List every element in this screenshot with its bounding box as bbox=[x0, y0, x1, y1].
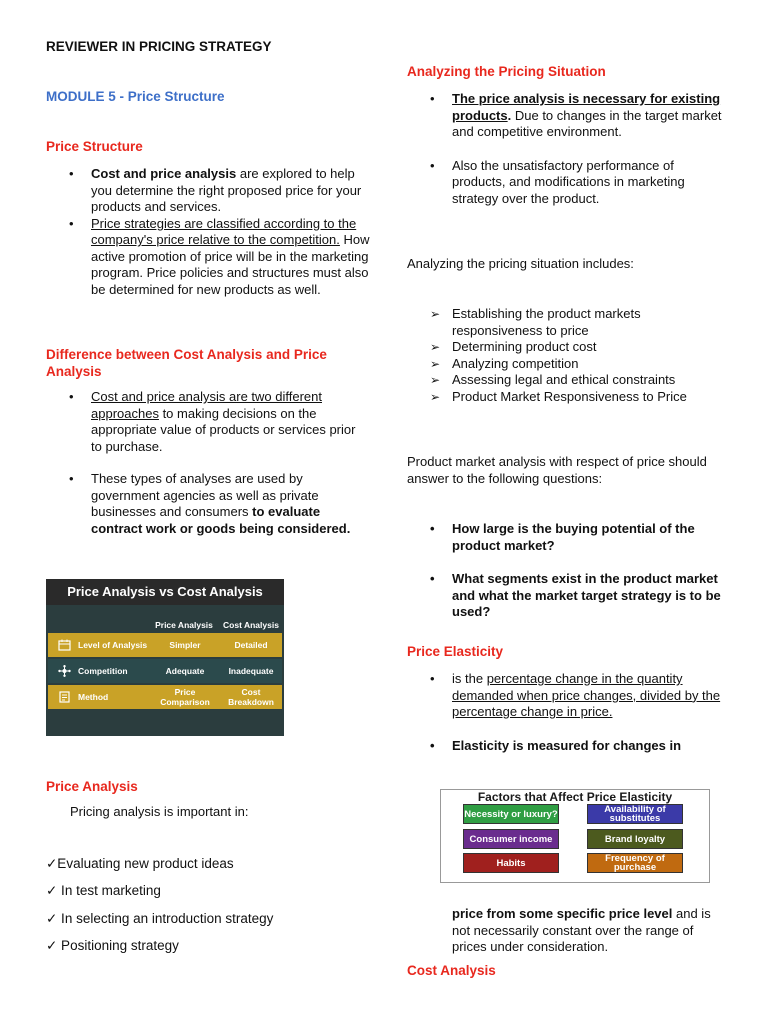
price-analysis-intro: Pricing analysis is important in: bbox=[70, 804, 249, 819]
price-vs-cost-table-image bbox=[46, 579, 284, 736]
price-structure-list bbox=[91, 166, 371, 298]
includes-text: Analyzing the pricing situation includes: bbox=[407, 256, 634, 271]
list-item: ➢ Determining product cost bbox=[452, 339, 707, 356]
elasticity-list bbox=[452, 671, 727, 754]
elasticity-heading: Price Elasticity bbox=[407, 644, 504, 659]
factors-title: Factors that Affect Price Elasticity bbox=[477, 790, 673, 804]
document-icon bbox=[58, 691, 71, 703]
row-label: Competition bbox=[78, 666, 128, 676]
list-item: • Cost and price analysis are two different approaches to making decisions on the appropriate value of products or services prior to purchase. bbox=[91, 389, 366, 455]
list-item: • Cost and price analysis are explored to help you determine the right proposed price for your products and services. bbox=[91, 166, 371, 216]
factor-habits: Habits bbox=[463, 853, 559, 873]
check-item: ✓ In test marketing bbox=[46, 883, 161, 898]
check-item: ✓ Positioning strategy bbox=[46, 938, 179, 953]
list-item: • Also the unsatisfactory performance of products, and modifications in marketing strategy over the product. bbox=[452, 158, 722, 208]
cell-price: Adequate bbox=[165, 666, 205, 676]
table-row bbox=[48, 659, 282, 683]
list-item: • The price analysis is necessary for existing products. Due to changes in the target market and competitive environment. bbox=[452, 91, 722, 141]
cost-analysis-heading: Cost Analysis bbox=[407, 963, 496, 978]
list-item: ➢ Establishing the product markets responsiveness to price bbox=[452, 306, 707, 339]
row-label: Method bbox=[78, 692, 109, 702]
analyzing-list bbox=[452, 91, 722, 207]
cell-cost: Cost Breakdown bbox=[228, 687, 274, 707]
column-header-price: Price Analysis bbox=[155, 620, 213, 630]
document-title: REVIEWER IN PRICING STRATEGY bbox=[46, 39, 272, 54]
list-item: ➢ Product Market Responsiveness to Price bbox=[452, 389, 707, 406]
list-item: • These types of analyses are used by government agencies as well as private businesses and consumers to evaluate contract work or goods being considered. bbox=[91, 471, 366, 537]
difference-heading: Difference between Cost Analysis and Price Analysis bbox=[46, 347, 327, 379]
column-header-cost: Cost Analysis bbox=[223, 620, 279, 630]
questions-intro: Product market analysis with respect of price should answer to the following questions: bbox=[407, 454, 707, 486]
elasticity-continuation: price from some specific price level and is not necessarily constant over the range of prices under consideration. bbox=[452, 906, 711, 954]
factor-necessity: Necessity or luxury? bbox=[463, 804, 559, 824]
analyzing-heading: Analyzing the Pricing Situation bbox=[407, 64, 606, 79]
factor-substitutes: Availability of substitutes bbox=[587, 804, 683, 824]
cell-cost: Inadequate bbox=[228, 666, 274, 676]
list-item: • Elasticity is measured for changes in bbox=[452, 738, 727, 755]
check-item: ✓ In selecting an introduction strategy bbox=[46, 911, 274, 926]
check-item: ✓Evaluating new product ideas bbox=[46, 856, 234, 871]
price-structure-heading: Price Structure bbox=[46, 139, 143, 154]
difference-list bbox=[91, 389, 366, 537]
network-icon bbox=[58, 665, 71, 677]
table-row bbox=[48, 685, 282, 709]
list-item: • How large is the buying potential of the product market? bbox=[452, 521, 722, 554]
cell-price: Price Comparison bbox=[160, 687, 210, 707]
list-item: ➢ Assessing legal and ethical constraints bbox=[452, 372, 707, 389]
list-item: • Price strategies are classified according to the company's price relative to the competition. How active promotion of price will be in the marketing program. Price policies and structures must also be determined for new products as well. bbox=[91, 216, 371, 299]
list-item: • is the percentage change in the quantity demanded when price changes, divided by the percentage change in price. bbox=[452, 671, 727, 721]
table-image-title: Price Analysis vs Cost Analysis bbox=[46, 579, 284, 605]
includes-list bbox=[452, 306, 707, 405]
list-item: • What segments exist in the product market and what the market target strategy is to be used? bbox=[452, 571, 722, 621]
row-label: Level of Analysis bbox=[78, 640, 148, 650]
factor-frequency: Frequency of purchase bbox=[587, 853, 683, 873]
list-item: ➢ Analyzing competition bbox=[452, 356, 707, 373]
questions-list bbox=[452, 521, 722, 621]
factor-income: Consumer income bbox=[463, 829, 559, 849]
cell-cost: Detailed bbox=[234, 640, 268, 650]
table-row bbox=[48, 633, 282, 657]
calendar-icon bbox=[58, 639, 71, 651]
factor-brand-loyalty: Brand loyalty bbox=[587, 829, 683, 849]
price-analysis-heading: Price Analysis bbox=[46, 779, 138, 794]
cell-price: Simpler bbox=[169, 640, 201, 650]
elasticity-factors-image bbox=[440, 789, 710, 883]
module-title: MODULE 5 - Price Structure bbox=[46, 89, 225, 104]
